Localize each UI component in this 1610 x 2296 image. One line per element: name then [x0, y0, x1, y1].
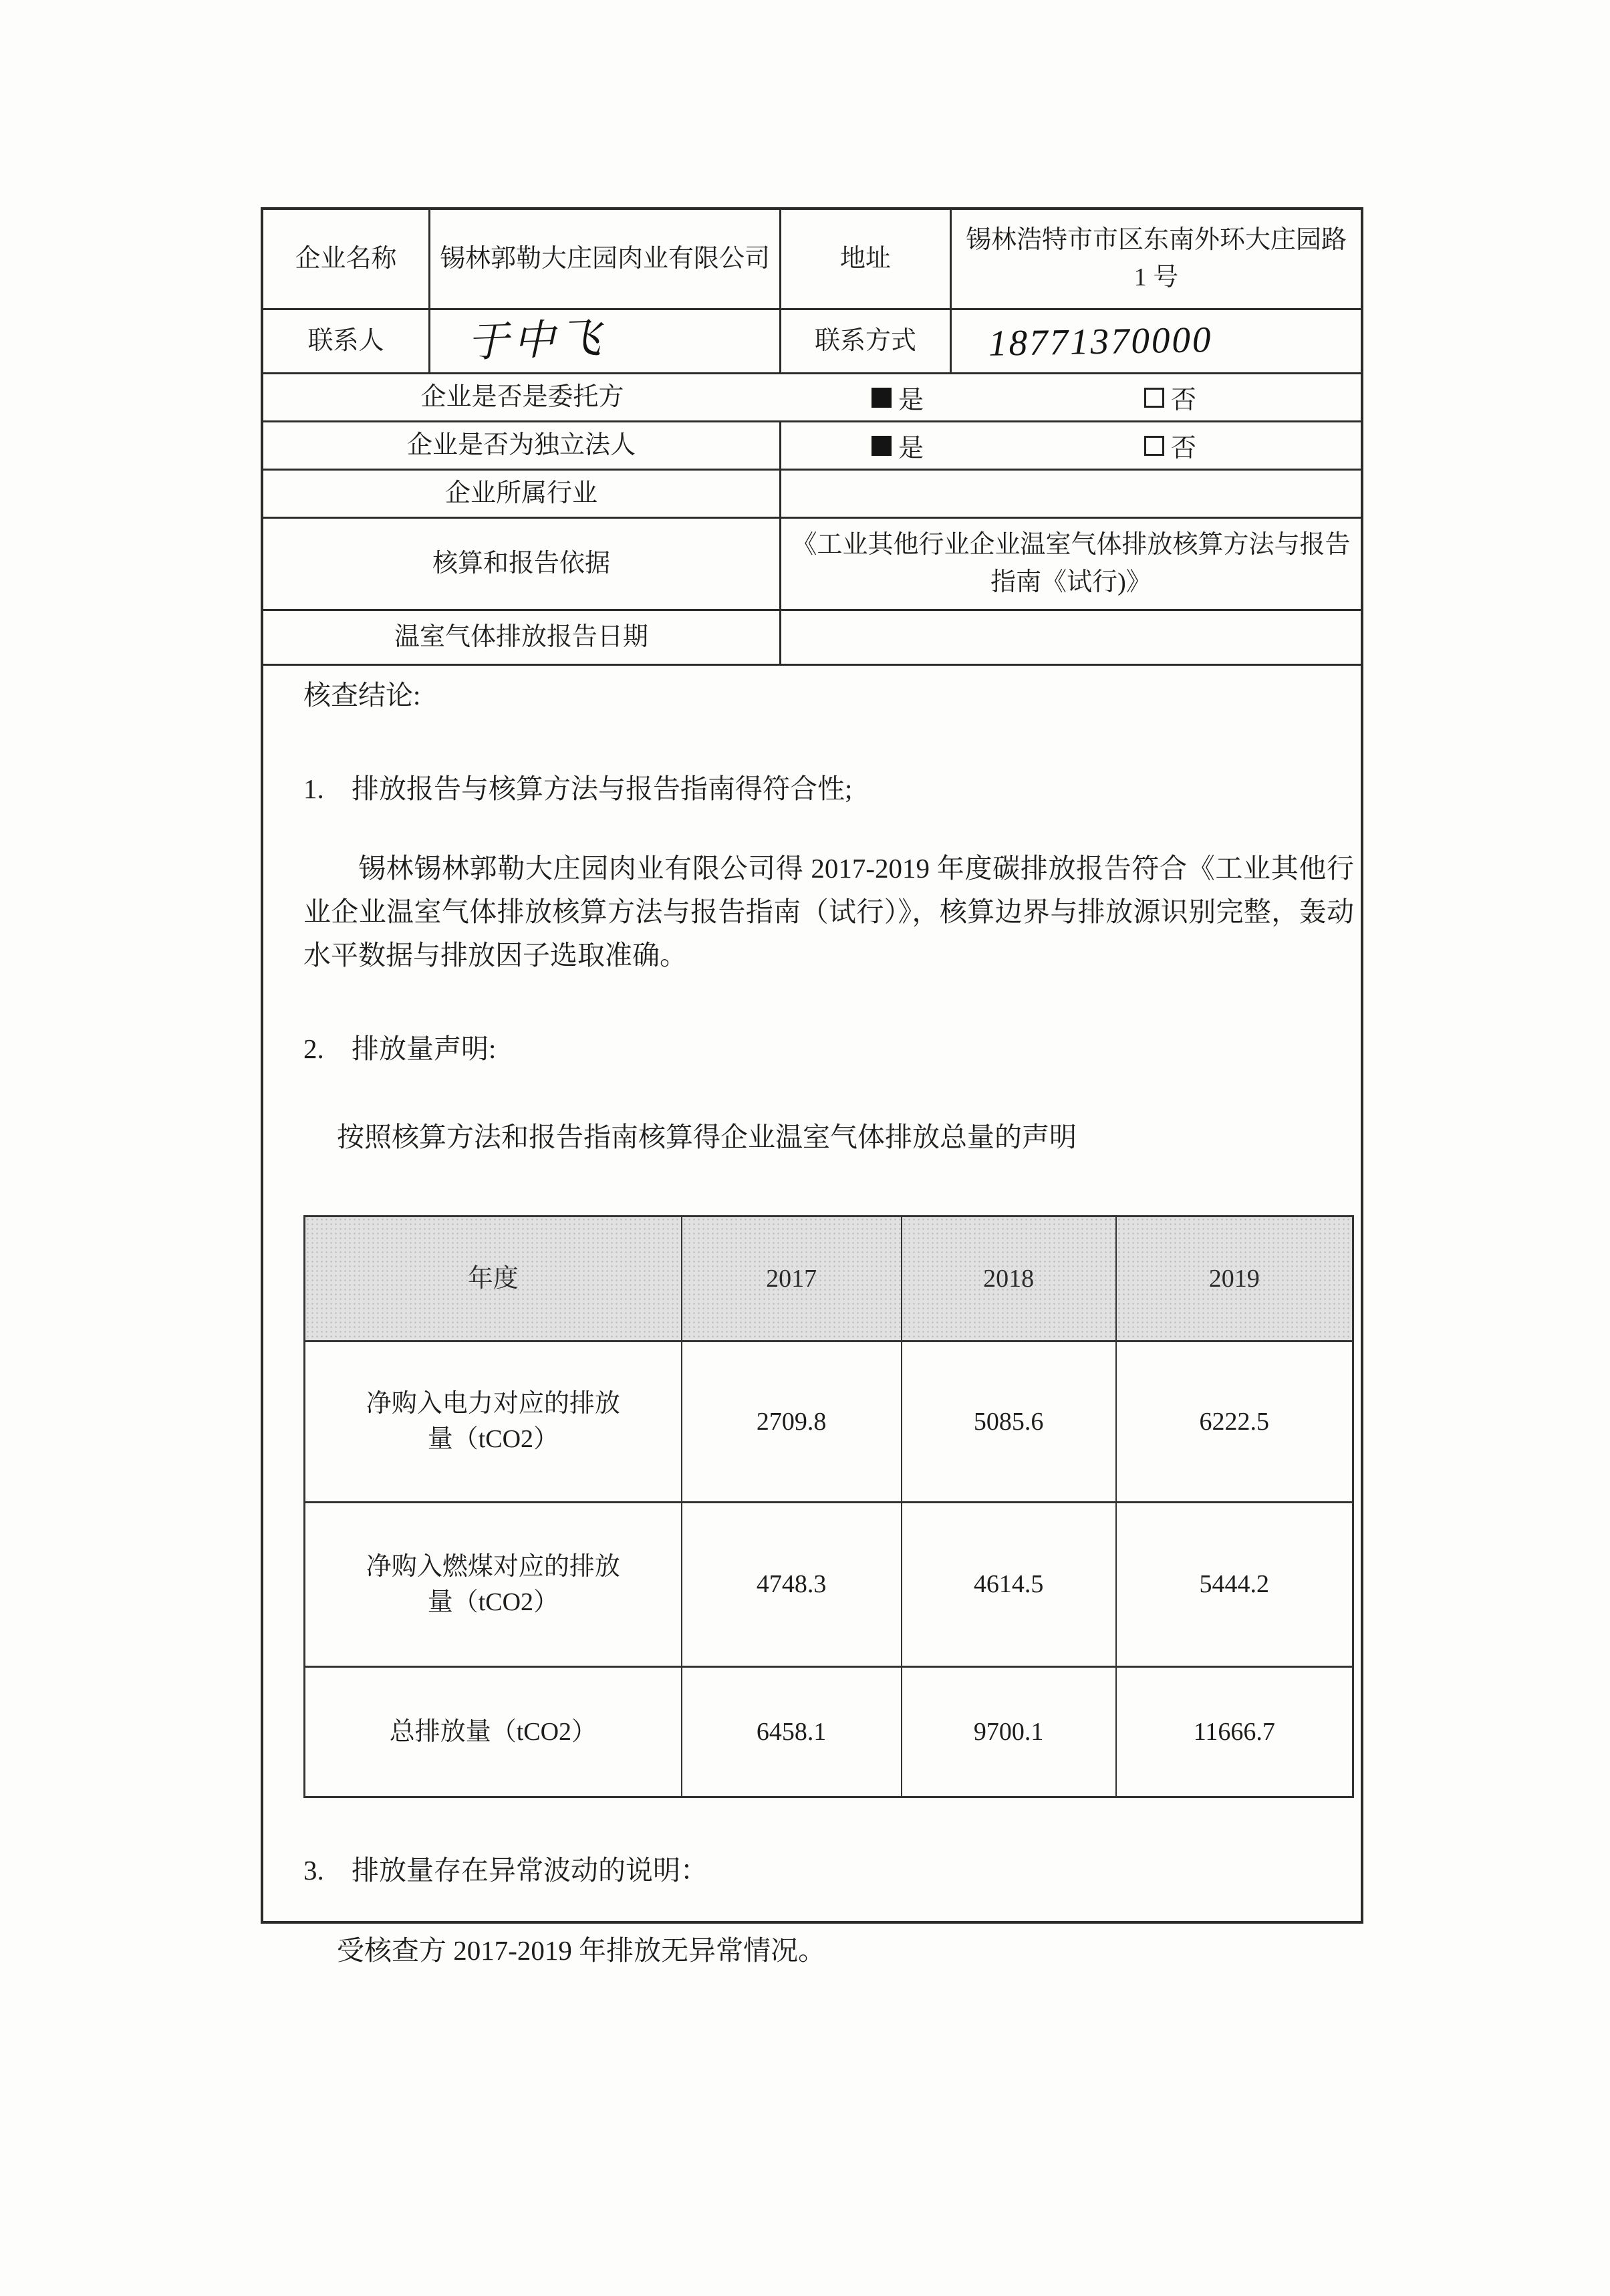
emissions-header-year: 年度 — [305, 1217, 682, 1340]
contact-person-value — [430, 310, 781, 372]
emissions-row-coal — [305, 1503, 1352, 1668]
industry-label: 企业所属行业 — [263, 471, 781, 517]
company-name-label: 企业名称 — [263, 210, 430, 308]
row-label — [305, 1342, 682, 1501]
is-client-option-no — [1144, 379, 1196, 416]
item-3-title: 排放量存在异常波动的说明： — [352, 1855, 708, 1886]
cell-value: 2709.8 — [682, 1342, 902, 1501]
industry-value — [781, 471, 1361, 517]
address-label: 地址 — [781, 210, 952, 308]
emissions-table — [303, 1215, 1354, 1798]
item-3-body: 受核查方 2017-2019 年排放无异常情况。 — [337, 1934, 826, 1966]
report-date-value — [781, 611, 1361, 664]
yes-option-label: 是 — [898, 434, 924, 463]
no-option-label: 否 — [1171, 434, 1197, 463]
conclusion-item-2-heading — [303, 1029, 1354, 1070]
verification-form-table — [261, 207, 1363, 1966]
emissions-header-2018: 2018 — [902, 1217, 1117, 1340]
cell-value: 6458.1 — [682, 1668, 902, 1796]
is-client-options — [781, 374, 1361, 420]
form-row-conclusion — [263, 666, 1361, 1971]
cell-value: 5444.2 — [1199, 1570, 1270, 1599]
cell-value: 11666.7 — [1193, 1717, 1275, 1746]
emissions-row-total — [305, 1668, 1352, 1796]
row-label — [305, 1503, 682, 1666]
checkbox-checked-icon — [871, 388, 892, 408]
item-1-title: 排放报告与核算方法与报告指南得符合性; — [352, 773, 853, 804]
emissions-header-2019: 2019 — [1117, 1217, 1352, 1340]
item-3-number: 3. — [303, 1855, 324, 1886]
form-row-is-client — [263, 374, 1361, 422]
contact-person-label: 联系人 — [263, 310, 430, 372]
basis-value: 《工业其他行业企业温室气体排放核算方法与报告指南《试行)》 — [791, 531, 1351, 596]
is-client-option-yes — [871, 379, 924, 416]
is-legal-option-no — [1144, 427, 1196, 464]
cell-value: 4748.3 — [682, 1503, 902, 1666]
conclusion-section — [263, 666, 1393, 1971]
row-label-text: 净购入电力对应的排放量（tCO2） — [366, 1390, 620, 1454]
cell-value: 5085.6 — [902, 1342, 1117, 1501]
report-date-label: 温室气体排放报告日期 — [263, 611, 781, 664]
form-row-industry — [263, 471, 1361, 519]
no-option-label: 否 — [1171, 386, 1197, 414]
checkbox-unchecked-icon — [1144, 436, 1164, 456]
row-label — [305, 1668, 682, 1796]
contact-method-value — [952, 310, 1361, 372]
is-legal-person-label: 企业是否为独立法人 — [263, 422, 781, 469]
conclusion-item-3-heading — [303, 1850, 1354, 1892]
conclusion-item-1-heading — [303, 769, 1354, 810]
emissions-row-electricity — [305, 1342, 1352, 1503]
cell-value: 9700.1 — [902, 1668, 1117, 1796]
yes-option-label: 是 — [898, 386, 924, 414]
conclusion-title: 核查结论: — [303, 680, 421, 711]
checkbox-checked-icon — [871, 436, 892, 456]
form-row-basis — [263, 519, 1361, 611]
company-name-value: 锡林郭勒大庄园肉业有限公司 — [430, 210, 781, 308]
item-2-number: 2. — [303, 1033, 324, 1065]
form-row-contact — [263, 310, 1361, 374]
is-legal-person-options — [781, 422, 1361, 469]
is-legal-option-yes — [871, 427, 924, 464]
address-value: 锡林浩特市市区东南外环大庄园路 1 号 — [965, 226, 1347, 291]
basis-label: 核算和报告依据 — [263, 519, 781, 609]
checkbox-unchecked-icon — [1144, 388, 1164, 408]
form-row-report-date — [263, 611, 1361, 666]
row-label-text: 净购入燃煤对应的排放量（tCO2） — [366, 1552, 620, 1616]
row-label-text: 总排放量（tCO2） — [389, 1717, 597, 1746]
contact-method-label: 联系方式 — [781, 310, 952, 372]
item-2-body: 按照核算方法和报告指南核算得企业温室气体排放总量的声明 — [337, 1121, 1077, 1152]
cell-value: 4614.5 — [902, 1503, 1117, 1666]
form-row-company-address — [263, 210, 1361, 310]
item-2-title: 排放量声明: — [352, 1033, 497, 1065]
item-1-body: 锡林锡林郭勒大庄园肉业有限公司得 2017-2019 年度碳排放报告符合《工业其他行业企业温室气体排放核算方法与报告指南（试行）》，核算边界与排放源识别完整，轰动水平数据与排放因子选取准确。 — [303, 853, 1354, 971]
form-row-is-legal-person — [263, 422, 1361, 471]
handwritten-phone-number: 18771370000 — [988, 318, 1214, 364]
cell-value: 6222.5 — [1199, 1407, 1270, 1436]
handwritten-signature: 于中飞 — [466, 315, 607, 366]
emissions-table-header-row — [305, 1217, 1352, 1342]
item-1-number: 1. — [303, 773, 324, 804]
is-client-label: 企业是否是委托方 — [420, 382, 624, 411]
emissions-header-2017: 2017 — [682, 1217, 902, 1340]
